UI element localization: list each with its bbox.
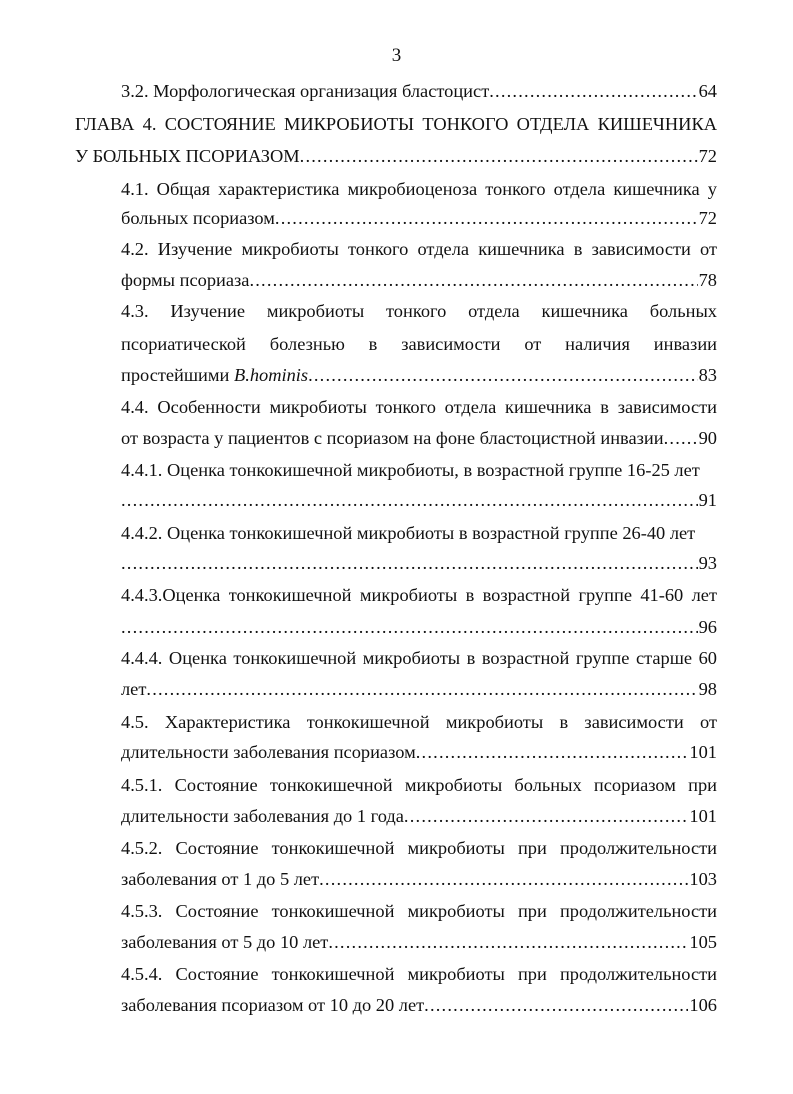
dot-leader [424, 990, 688, 1020]
dot-leader [300, 141, 698, 171]
toc-page-number: 96 [698, 617, 717, 637]
chapter-4-heading[interactable]: ГЛАВА 4. СОСТОЯНИЕ МИКРОБИОТЫ ТОНКОГО ОТДЕЛА КИШЕЧНИКА [75, 114, 717, 134]
toc-entry-4-4-2[interactable]: 4.4.2. Оценка тонкокишечной микробиоты в возрастной группе 26-40 лет [121, 523, 696, 543]
toc-entry-title: длительности заболевания псориазом [121, 742, 416, 762]
dot-leader [319, 864, 688, 894]
toc-entry-4-5-cont[interactable] [121, 737, 717, 767]
toc-entry-title: от возраста у пациентов с псориазом на фоне бластоцистной инвазии [121, 428, 664, 448]
toc-entry-title: заболевания от 5 до 10 лет [121, 932, 329, 952]
toc-entry-4-5-2[interactable]: 4.5.2. Состояние тонкокишечной микробиоты при продолжительности [121, 838, 717, 858]
toc-entry-4-5[interactable]: 4.5. Характеристика тонкокишечной микробиоты в зависимости от [121, 712, 717, 732]
toc-entry-4-5-3[interactable]: 4.5.3. Состояние тонкокишечной микробиоты при продолжительности [121, 901, 717, 921]
toc-page-number: 72 [698, 146, 717, 166]
toc-entry-title: 3.2. Морфологическая организация бластоцист [121, 81, 490, 101]
toc-entry-4-4-cont[interactable] [121, 423, 717, 453]
toc-entry-4-4[interactable]: 4.4. Особенности микробиоты тонкого отдела кишечника в зависимости [121, 397, 717, 417]
dot-leader [275, 203, 698, 233]
toc-page-number: 64 [698, 81, 717, 101]
toc-entry-4-3[interactable]: 4.3. Изучение микробиоты тонкого отдела кишечника больных [121, 301, 717, 321]
toc-entry-4-4-1-cont[interactable] [121, 485, 717, 515]
toc-entry-4-5-4-cont[interactable] [121, 990, 717, 1020]
toc-entry-title: У БОЛЬНЫХ ПСОРИАЗОМ [75, 146, 300, 166]
toc-page-number: 105 [689, 932, 717, 952]
toc-entry-4-1-cont[interactable] [121, 203, 717, 233]
toc-page-number: 83 [698, 365, 717, 385]
title-text: простейшими [121, 365, 234, 385]
dot-leader [146, 674, 697, 704]
toc-entry-title: лет [121, 679, 147, 699]
toc-page-number: 101 [689, 806, 717, 826]
toc-entry-title: длительности заболевания до 1 года [121, 806, 404, 826]
dot-leader [121, 548, 698, 578]
toc-entry-4-1[interactable]: 4.1. Общая характеристика микробиоценоза тонкого отдела кишечника у [121, 179, 717, 199]
dot-leader [489, 76, 697, 106]
dot-leader [664, 423, 698, 453]
toc-page-number: 93 [698, 553, 717, 573]
toc-page-number: 103 [689, 869, 717, 889]
toc-entry-4-3-cont[interactable]: псориатической болезнью в зависимости от наличия инвазии [121, 334, 717, 354]
toc-entry-title: заболевания от 1 до 5 лет [121, 869, 320, 889]
toc-entry-4-4-4-cont[interactable] [121, 674, 717, 704]
toc-entry-4-4-4[interactable]: 4.4.4. Оценка тонкокишечной микробиоты в возрастной группе старше 60 [121, 648, 717, 668]
toc-entry-title [121, 360, 308, 390]
dot-leader [328, 927, 688, 957]
toc-entry-3-2[interactable] [121, 76, 717, 106]
toc-entry-4-5-2-cont[interactable] [121, 864, 717, 894]
toc-page-number: 101 [689, 742, 717, 762]
toc-entry-4-2[interactable]: 4.2. Изучение микробиоты тонкого отдела кишечника в зависимости от [121, 239, 717, 259]
toc-entry-4-4-2-cont[interactable] [121, 548, 717, 578]
toc-page-number: 98 [698, 679, 717, 699]
toc-entry-4-3-cont2[interactable] [121, 360, 717, 390]
dot-leader [404, 801, 688, 831]
toc-entry-4-5-1[interactable]: 4.5.1. Состояние тонкокишечной микробиоты больных псориазом при [121, 775, 717, 795]
page-number: 3 [391, 45, 402, 66]
toc-entry-title: больных псориазом [121, 208, 275, 228]
toc-entry-4-5-1-cont[interactable] [121, 801, 717, 831]
toc-page-number: 106 [689, 995, 717, 1015]
toc-page-number: 90 [698, 428, 717, 448]
toc-entry-title: заболевания псориазом от 10 до 20 лет [121, 995, 425, 1015]
toc-entry-title: формы псориаза [121, 270, 250, 290]
dot-leader [121, 612, 698, 642]
toc-page-number: 91 [698, 490, 717, 510]
dot-leader [121, 485, 698, 515]
toc-entry-4-5-3-cont[interactable] [121, 927, 717, 957]
toc-entry-4-5-4[interactable]: 4.5.4. Состояние тонкокишечной микробиоты при продолжительности [121, 964, 717, 984]
toc-entry-4-4-3[interactable]: 4.4.3.Оценка тонкокишечной микробиоты в возрастной группе 41-60 лет [121, 585, 717, 605]
dot-leader [249, 265, 697, 295]
toc-entry-4-4-3-cont[interactable] [121, 612, 717, 642]
dot-leader [416, 737, 689, 767]
dot-leader [308, 360, 698, 390]
chapter-4-heading-cont[interactable] [75, 141, 717, 171]
toc-entry-4-4-1[interactable]: 4.4.1. Оценка тонкокишечной микробиоты, в возрастной группе 16-25 лет [121, 460, 700, 480]
toc-entry-4-2-cont[interactable] [121, 265, 717, 295]
species-name: B.hominis [233, 365, 309, 385]
toc-page-number: 78 [698, 270, 717, 290]
toc-page-number: 72 [698, 208, 717, 228]
